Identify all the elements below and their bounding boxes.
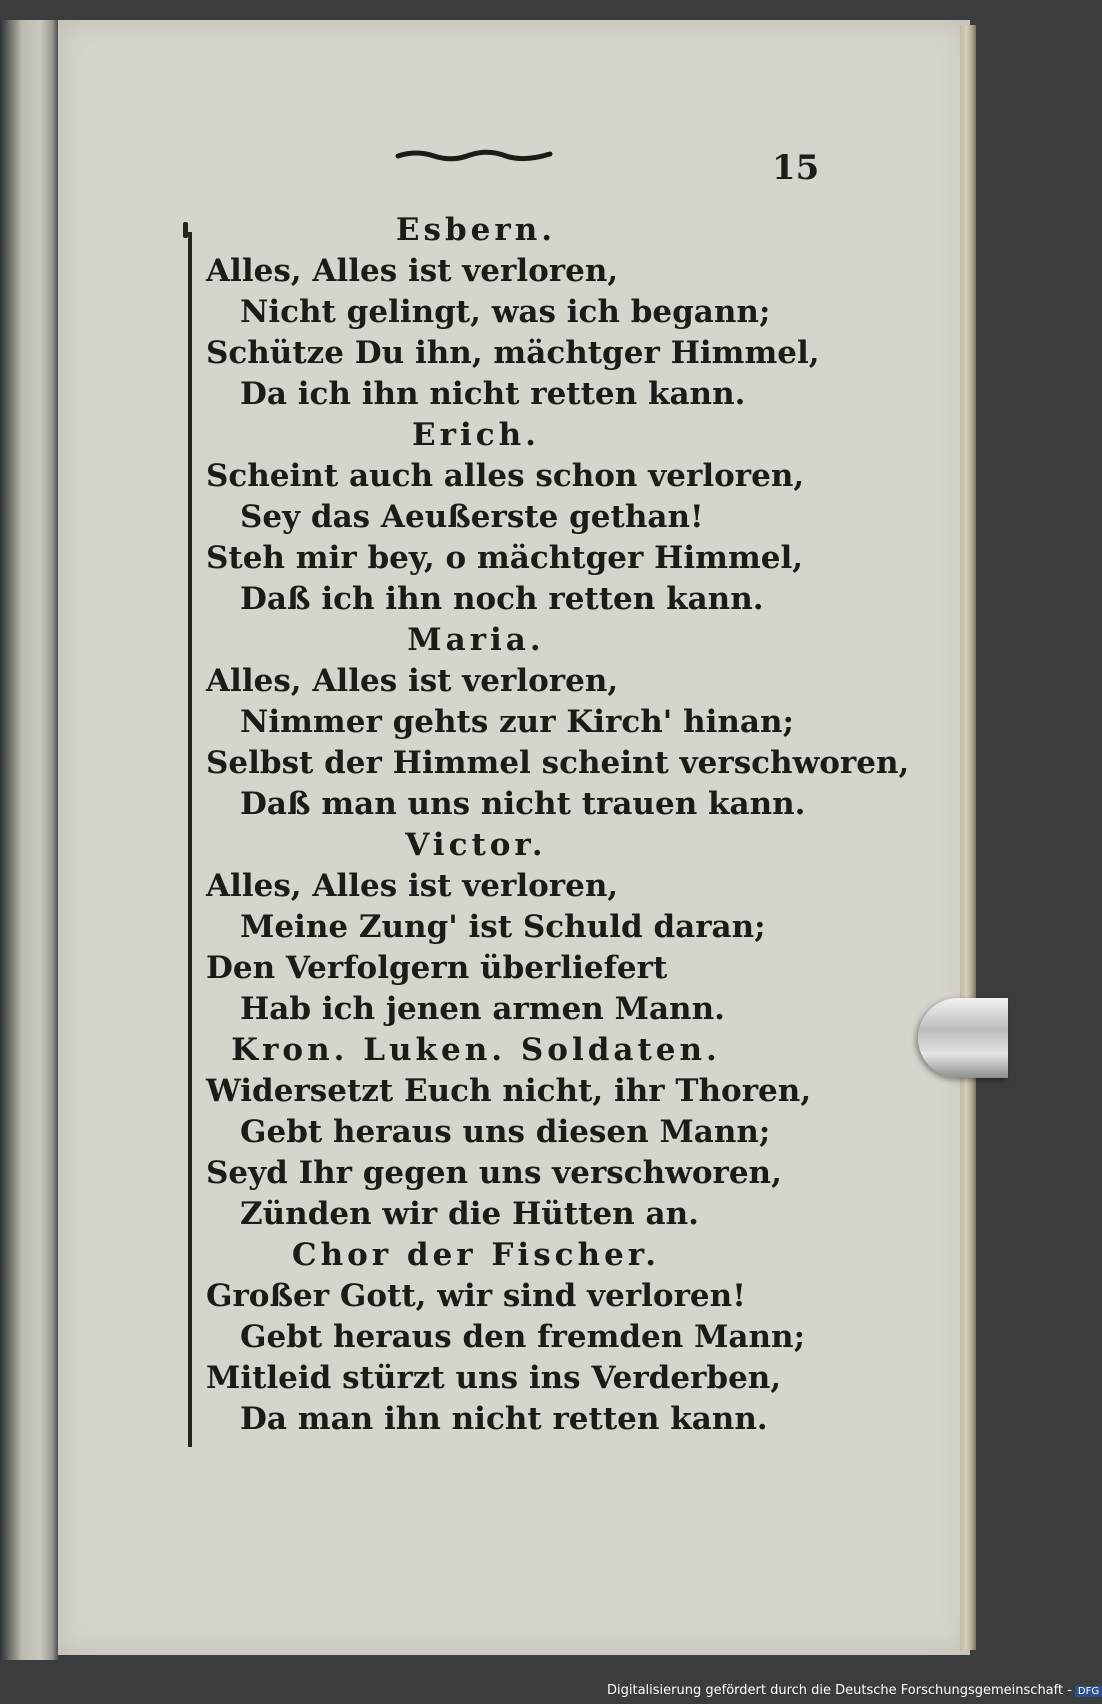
- header-ornament: [398, 148, 550, 162]
- verse-line: Daß ich ihn noch retten kann.: [240, 581, 764, 617]
- page-number: 15: [772, 148, 820, 188]
- previous-page-edge: [0, 20, 58, 1660]
- speaker-name: Chor der Fischer.: [291, 1237, 661, 1273]
- speaker-name: Maria.: [407, 622, 545, 658]
- verse-line: Da ich ihn nicht retten kann.: [240, 376, 746, 412]
- verse-line: Zünden wir die Hütten an.: [240, 1196, 699, 1232]
- verse-line: Mitleid stürzt uns ins Verderben,: [206, 1360, 782, 1396]
- verse-line: Sey das Aeußerste gethan!: [240, 499, 704, 535]
- verse-line: Da man ihn nicht retten kann.: [240, 1401, 768, 1437]
- margin-bracket-line: [188, 232, 192, 1447]
- speaker-name: Erich.: [412, 417, 540, 453]
- verse-line: Schütze Du ihn, mächtger Himmel,: [206, 335, 820, 371]
- dfg-logo: DFG: [1075, 1686, 1102, 1697]
- footer-text: Digitalisierung gefördert durch die Deutsche Forschungsgemeinschaft -: [607, 1683, 1072, 1698]
- page-clip: [918, 998, 1008, 1078]
- verse-line: Nimmer gehts zur Kirch' hinan;: [240, 704, 795, 740]
- verse-line: Steh mir bey, o mächtger Himmel,: [206, 540, 804, 576]
- verse-line: Hab ich jenen armen Mann.: [240, 991, 725, 1027]
- verse-line: Daß man uns nicht trauen kann.: [240, 786, 806, 822]
- speaker-name: Victor.: [405, 827, 547, 863]
- verse-line: Gebt heraus uns diesen Mann;: [240, 1114, 771, 1150]
- verse-line: Widersetzt Euch nicht, ihr Thoren,: [206, 1073, 812, 1109]
- verse-line: Großer Gott, wir sind verloren!: [206, 1278, 746, 1314]
- verse-line: Nicht gelingt, was ich begann;: [240, 294, 771, 330]
- verse-line: Alles, Alles ist verloren,: [206, 663, 619, 699]
- page-fore-edge: [960, 25, 976, 1650]
- speaker-name: Esbern.: [395, 212, 557, 248]
- verse-line: Den Verfolgern überliefert: [206, 950, 668, 986]
- verse-line: Alles, Alles ist verloren,: [206, 868, 619, 904]
- verse-line: Selbst der Himmel scheint verschworen,: [206, 745, 910, 781]
- verse-text-block: [206, 210, 910, 1440]
- digitization-footer: [607, 1683, 1102, 1698]
- verse-line: Gebt heraus den fremden Mann;: [240, 1319, 806, 1355]
- verse-line: Seyd Ihr gegen uns verschworen,: [206, 1155, 782, 1191]
- verse-line: Scheint auch alles schon verloren,: [206, 458, 805, 494]
- verse-line: Meine Zung' ist Schuld daran;: [240, 909, 766, 945]
- speaker-name: Kron. Luken. Soldaten.: [231, 1032, 721, 1068]
- verse-line: Alles, Alles ist verloren,: [206, 253, 619, 289]
